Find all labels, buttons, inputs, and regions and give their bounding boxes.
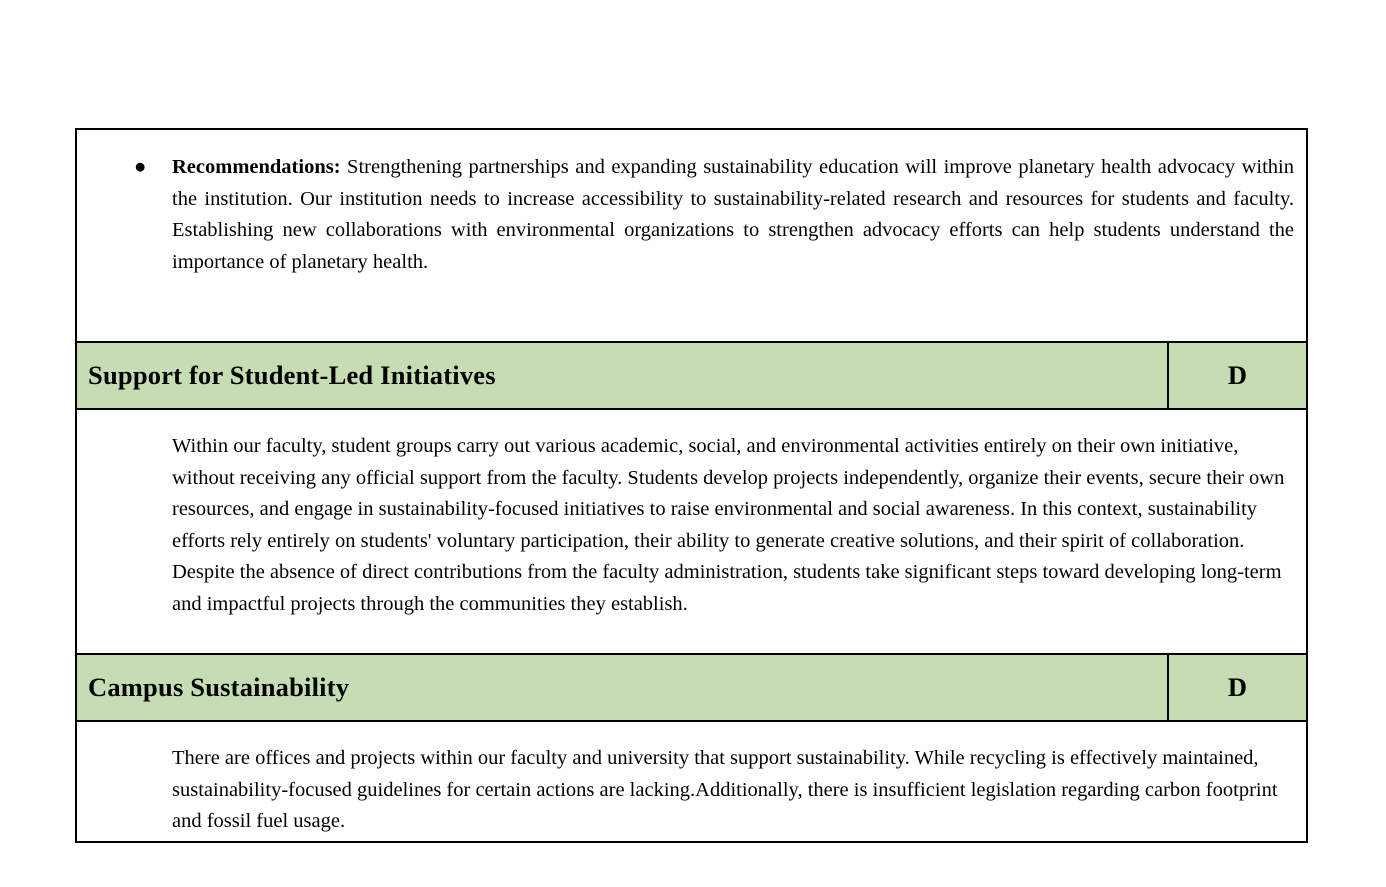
recommendations-paragraph	[77, 130, 1306, 278]
student-led-initiatives-row	[77, 408, 1306, 653]
section-header-student-led-initiatives	[77, 341, 1306, 408]
grade-cell-campus-sustainability: D	[1167, 655, 1306, 720]
grade-cell-student-led-initiatives: D	[1167, 343, 1306, 408]
bullet-marker-icon: ●	[134, 156, 147, 178]
student-led-initiatives-paragraph: Within our faculty, student groups carry out various academic, social, and environmental activities entirely on their own initiative, without receiving any official support from the faculty. Students develop projects independently, organize their events, secure their own resources, and engage in sustainability-focused initiatives to raise environmental and social awareness. In this context, sustainability efforts rely entirely on students' voluntary participation, their ability to generate creative solutions, and their spirit of collaboration. Despite the absence of direct contributions from the faculty administration, students take significant steps toward developing long-term and impactful projects through the communities they establish.	[172, 435, 1285, 615]
section-header-campus-sustainability	[77, 653, 1306, 720]
campus-sustainability-paragraph: There are offices and projects within our faculty and university that support sustainability. While recycling is effectively maintained, sustainability-focused guidelines for certain actions are lacking.Additionally, there is insufficient legislation regarding carbon footprint and fossil fuel usage.	[172, 747, 1278, 832]
recommendations-row	[77, 130, 1306, 341]
assessment-table	[75, 128, 1308, 843]
recommendations-text: Strengthening partnerships and expanding sustainability education will improve planetary health advocacy within the institution. Our institution needs to increase accessibility to sustainability-related research and resources for students and faculty. Establishing new collaborations with environmental organizations to strengthen advocacy efforts can help students understand the importance of planetary health.	[172, 156, 1294, 273]
campus-sustainability-row	[77, 720, 1306, 841]
section-title-campus-sustainability: Campus Sustainability	[88, 672, 350, 702]
recommendations-label: Recommendations:	[172, 156, 341, 178]
section-title-student-led-initiatives: Support for Student-Led Initiatives	[88, 360, 496, 390]
